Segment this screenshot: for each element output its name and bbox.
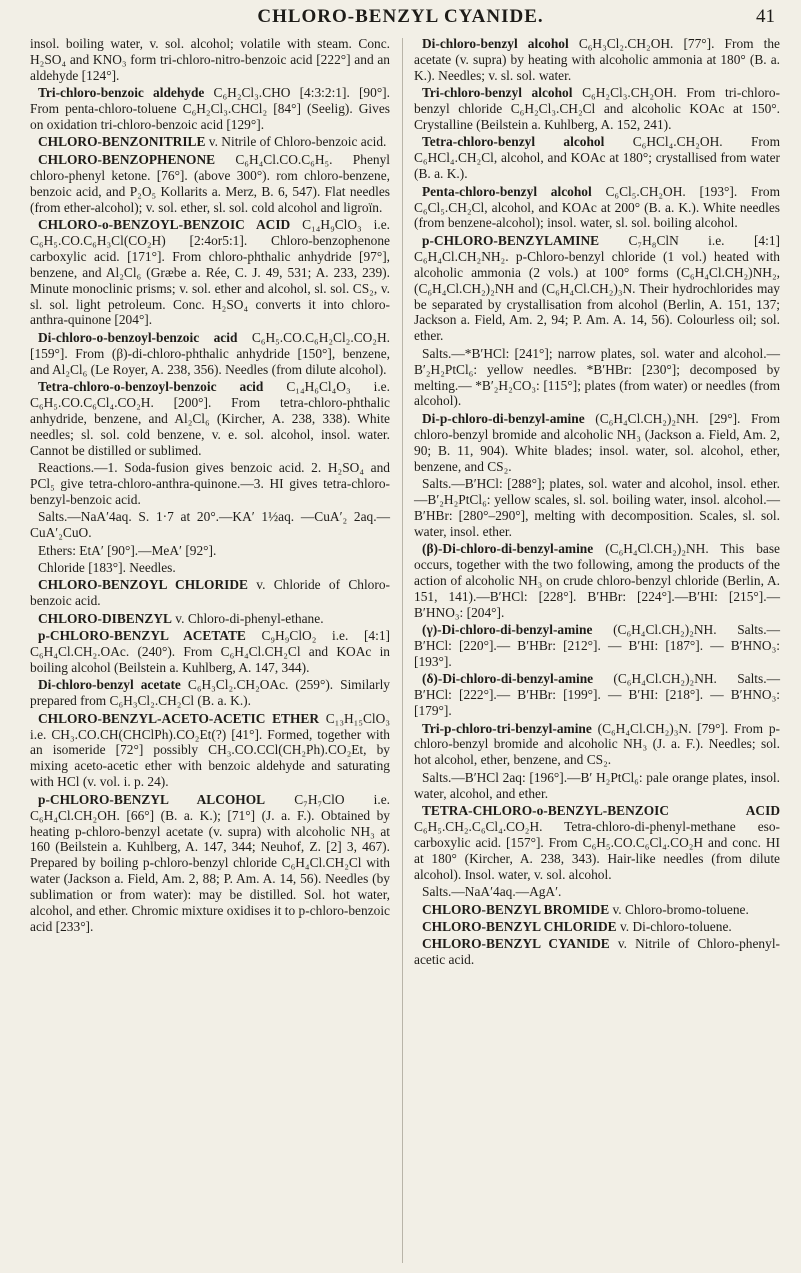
dictionary-entry [414, 411, 780, 475]
entry-heading: CHLORO-BENZOYL CHLORIDE [38, 577, 248, 593]
dictionary-entry [30, 543, 390, 559]
entry-text: v. Chloro-di-phenyl-ethane. [175, 610, 324, 626]
entry-text: Salts.—NaA′4aq. S. 1·7 at 20°.—KA′ 1½aq. —CuA′₂ 2aq.—CuA′₂CuO. [30, 509, 390, 541]
entry-heading: CHLORO-o-BENZOYL-BENZOIC ACID [38, 216, 291, 232]
entry-heading: (β)-Di-chloro-di-benzyl-amine [422, 541, 594, 557]
entry-text: v. Chloride of Chloro-benzoic acid. [30, 577, 390, 609]
entry-heading: TETRA-CHLORO-o-BENZYL-BENZOIC ACID [422, 803, 780, 819]
dictionary-entry [414, 541, 780, 621]
entry-text: (C₆H₄Cl.CH₂)₂NH. [29°]. From chloro-benzyl bromide and alcoholic NH₃ (Jackson a. Field, Am. 2, 90; B. 11, 904). White blades; insol. water, sol. alcohol, ether, benzene, and CS₂. [414, 410, 780, 474]
entry-text: Salts.—NaA′4aq.—AgA′. [422, 884, 562, 900]
dictionary-entry [414, 671, 780, 719]
entry-text: Salts.—B′HCl: [288°]; plates, sol. water and alcohol, insol. ether.—B′₂H₂PtCl₆: yellow scales, sl. sol. boiling water, insol. alcohol.— B′HBr: [280°–290°], melting with decomposition. Scales, sl. sol. water, insol. ether. [414, 475, 780, 539]
dictionary-entry [30, 85, 390, 133]
dictionary-entry [30, 134, 390, 150]
entry-text: C₆H₂Cl₃.CH₂OH. From tri-chloro-benzyl chloride C₆H₂Cl₃.CH₂Cl and alcoholic KOAc at 150°. Crystalline (Beilstein a. Kuhlberg, A. 152, 241). [414, 85, 780, 133]
entry-text: C₆HCl₄.CH₂OH. From C₆HCl₄.CH₂Cl, alcohol, and KOAc at 180°; crystallised from water (B. a. K.). [414, 134, 780, 182]
dictionary-entry [414, 346, 780, 410]
entry-text: insol. boiling water, v. sol. alcohol; volatile with steam. Conc. H₂SO₄ and KNO₃ form tri-chloro-nitro-benzoic acid [222°] and an aldehyde [124°]. [30, 36, 390, 83]
entry-text: C₇H₈ClN i.e. [4:1] C₆H₄Cl.CH₂NH₂. p-Chloro-benzyl chloride (1 vol.) heated with alcoholic ammonia (2 vols.) at 100° forms (C₆H₄Cl.CH₂)NH₂, (C₆H₄Cl.CH₂)₂NH and (C₆H₄Cl.CH₂)₃N. Their hydrochlorides may be separated by crystallisation from alcohol (Berlin, A. 151, 137; Jackson a. Field, Am. 2, 94; P. Am. A. 14, 56). Colourless oil; sol. ether. [414, 232, 780, 344]
dictionary-entry [414, 233, 780, 344]
entry-text: v. Chloro-bromo-toluene. [612, 901, 749, 917]
dictionary-entry [30, 460, 390, 508]
entry-text: C₆H₂Cl₃.CHO [4:3:2:1]. [90°]. From penta-chloro-toluene C₆H₂Cl₃.CHCl₂ [84°] (Seelig). Gives on oxidation tri-chloro-benzoic acid [129°]. [30, 85, 390, 133]
dictionary-entry [30, 379, 390, 459]
entry-heading: CHLORO-BENZYL BROMIDE [422, 901, 610, 917]
entry-heading: CHLORO-BENZYL-ACETO-ACETIC ETHER [38, 710, 320, 726]
entry-heading: Tetra-chloro-benzyl alcohol [422, 134, 605, 150]
entry-heading: Di-chloro-o-benzoyl-benzoic acid [38, 329, 238, 345]
left-column [30, 36, 390, 936]
dictionary-entry [414, 884, 780, 900]
entry-heading: Tri-chloro-benzoic aldehyde [38, 85, 205, 101]
entry-text: C₆H₃Cl₂.CH₂OAc. (259°). Similarly prepared from C₆H₃Cl₂.CH₂Cl (B. a. K.). [30, 677, 390, 709]
entry-text: C₁₃H₁₅ClO₃ i.e. CH₃.CO.CH(CHClPh).CO₂Et(?) [41°]. Formed, together with an isomeride [72°] possibly CH₃.CO.CCl(CH₂Ph).CO₂Et, by mixing aceto-acetic ether with benzoic aldehyde and saturating with HCl (v. vol. i. p. 24). [30, 710, 390, 790]
entry-text: C₉H₉ClO₂ i.e. [4:1] C₆H₄Cl.CH₂.OAc. (240°). From C₆H₄Cl.CH₂Cl and KOAc in boiling alcohol (Beilstein a. Kuhlberg, A. 147, 344). [30, 628, 390, 675]
entry-heading: CHLORO-DIBENZYL [38, 610, 172, 626]
dictionary-entry [414, 936, 780, 968]
entry-heading: CHLORO-BENZOPHENONE [38, 151, 216, 167]
running-head: CHLORO-BENZYL CYANIDE. [257, 6, 544, 27]
dictionary-entry [414, 184, 780, 232]
entry-heading: Di-chloro-benzyl alcohol [422, 36, 569, 51]
dictionary-entry [414, 134, 780, 182]
dictionary-entry [414, 770, 780, 802]
entry-text: Reactions.—1. Soda-fusion gives benzoic acid. 2. H₂SO₄ and PCl₅ give tetra-chloro-anthra-quinone.—3. HI gives tetra-chloro-benzyl-benzoic acid. [30, 460, 390, 507]
entry-heading: Tetra-chloro-o-benzoyl-benzoic acid [38, 379, 264, 395]
dictionary-entry [30, 611, 390, 627]
entry-text: C₆H₅.CH₂.C₆Cl₄.CO₂H. Tetra-chloro-di-phenyl-methane eso-carboxylic acid. [157°]. From C₆H₅.CO.C₆Cl₄.CO₂H and conc. HI at 180° (Kircher, A. 238, 343). Hair-like needles (from dilute alcohol). Insol. water, v. sol. alcohol. [414, 819, 780, 882]
dictionary-entry [414, 622, 780, 670]
dictionary-entry [414, 919, 780, 935]
entry-heading: Di-chloro-benzyl acetate [38, 677, 181, 693]
dictionary-entry [30, 152, 390, 216]
dictionary-entry [30, 792, 390, 935]
entry-heading: CHLORO-BENZYL CYANIDE [422, 936, 610, 952]
dictionary-entry [30, 36, 390, 84]
entry-heading: p-CHLORO-BENZYL ALCOHOL [38, 791, 266, 807]
entry-text: C₁₄H₆Cl₄O₃ i.e. C₆H₅.CO.C₆Cl₄.CO₂H. [200°]. From tetra-chloro-phthalic anhydride, benzene, and Al₂Cl₆ (Kircher, A. 238, 338). White needles; sl. sol. cold benzene, v. e. sol. alcohol, insol. water. Cannot be distilled or sublimed. [30, 379, 390, 458]
entry-text: Chloride [183°]. Needles. [38, 560, 176, 575]
entry-heading: (γ)-Di-chloro-di-benzyl-amine [422, 622, 593, 638]
entry-text: v. Nitrile of Chloro-phenyl-acetic acid. [414, 936, 780, 968]
dictionary-entry [414, 721, 780, 769]
dictionary-entry [30, 577, 390, 609]
entry-text: (C₆H₄Cl.CH₂)₂NH. Salts.—B′HCl: [222°].— B′HBr: [199°]. — B′HI: [218°]. — B′HNO₃: [179°]. [414, 671, 780, 719]
dictionary-entry [414, 803, 780, 883]
entry-text: v. Di-chloro-toluene. [619, 918, 732, 934]
entry-heading: Tri-chloro-benzyl alcohol [422, 85, 573, 101]
entry-heading: Di-p-chloro-di-benzyl-amine [422, 410, 585, 426]
entry-text: C₇H₇ClO i.e. C₆H₄Cl.CH₂OH. [66°] (B. a. K.); [71°] (J. a. F.). Obtained by heating p-chloro-benzyl acetate (v. supra) with alcoholic NH₃ at 160 (Beilstein a. Kuhlberg, A. 147, 344; Neuhof, Z. [2] 3, 467). Prepared by boiling p-chloro-benzyl chloride C₆H₄Cl.CH₂Cl with water (Jackson a. Field, Am. 2, 88; P. Am. A. 14, 56). Needles (by sublimation or from water): may be distilled. Sol. hot water, alcohol, and ether. Chromic mixture oxidises it to p-chloro-benzoic acid [233°]. [30, 791, 390, 934]
right-column [414, 36, 780, 970]
entry-heading: p-CHLORO-BENZYL ACETATE [38, 628, 246, 644]
dictionary-entry [30, 711, 390, 791]
entry-heading: CHLORO-BENZONITRILE [38, 134, 206, 150]
dictionary-entry [414, 902, 780, 918]
dictionary-entry [30, 677, 390, 709]
dictionary-entry [414, 85, 780, 133]
entry-text: v. Nitrile of Chloro-benzoic acid. [208, 134, 387, 150]
entry-heading: CHLORO-BENZYL CHLORIDE [422, 918, 617, 934]
entry-text: C₁₄H₉ClO₃ i.e. C₆H₅.CO.C₆H₃Cl(CO₂H) [2:4or5:1]. Chloro-benzophenone carboxylic acid. [171°]. From chloro-phthalic anhydride [97°], benzene, and Al₂Cl₆ (Græbe a. Rée, C. J. 49, 531; A. 233, 239). Minute monoclinic prisms; v. sol. ether and alcohol, sl. sol. CS₂, v. sl. sol. light petroleum. Conc. H₂SO₄ converts it into chloro-anthra-quinone [204°]. [30, 216, 390, 328]
dictionary-entry [30, 628, 390, 676]
dictionary-entry [414, 36, 780, 84]
entry-text: (C₆H₄Cl.CH₂)₂NH. Salts.—B′HCl: [220°].— B′HBr: [212°]. — B′HI: [187°]. — B′HNO₃: [193°]. [414, 622, 780, 669]
dictionary-entry [30, 330, 390, 378]
dictionary-entry [30, 217, 390, 328]
dictionary-entry [30, 509, 390, 541]
entry-text: (C₆H₄Cl.CH₂)₃N. [79°]. From p-chloro-benzyl bromide and alcoholic NH₃ (J. a. F.). Needles; sol. hot alcohol, ether, benzene, and CS₂. [414, 720, 780, 768]
entry-text: Ethers: EtA′ [90°].—MeA′ [92°]. [38, 542, 217, 558]
entry-text: (C₆H₄Cl.CH₂)₂NH. This base occurs, together with the two following, among the products of the action of alcoholic NH₃ on crude chloro-benzyl chloride (Berlin, A. 151, 141).—B′HCl: [228°]. B′HBr: [224°].—B′HI: [215°].—B′HNO₃: [204°]. [414, 541, 780, 620]
page-header [0, 0, 801, 32]
entry-text: C₆Cl₅.CH₂OH. [193°]. From C₆Cl₅.CH₂Cl, alcohol, and KOAc at 200° (B. a. K.). White needles (from benzene-alcohol); insol. water, sl. sol. boiling alcohol. [414, 183, 780, 231]
entry-heading: Penta-chloro-benzyl alcohol [422, 183, 592, 199]
entry-text: Salts.—*B′HCl: [241°]; narrow plates, sol. water and alcohol.—B′₂H₂PtCl₆: yellow needles. *B′HBr: [230°]; decomposed by melting.— *B′₂H₂CO₃: [115°]; plates (from water) or needles (from alcohol). [414, 345, 780, 409]
entry-heading: p-CHLORO-BENZYLAMINE [422, 232, 600, 248]
dictionary-entry [30, 560, 390, 576]
entry-text: C₆H₃Cl₂.CH₂OH. [77°]. From the acetate (v. supra) by heating with alcoholic ammonia at 180° (B. a. K.). Needles; v. sl. sol. water. [414, 36, 781, 83]
column-divider [402, 38, 403, 1263]
entry-text: C₆H₅.CO.C₆H₂Cl₂.CO₂H. [159°]. From (β)-di-chloro-phthalic anhydride [150°], benzene, and Al₂Cl₆ (Le Royer, A. 238, 356). Needles (from dilute alcohol). [30, 329, 390, 377]
page-number: 41 [756, 6, 775, 27]
entry-heading: Tri-p-chloro-tri-benzyl-amine [422, 720, 592, 736]
entry-text: C₆H₄Cl.CO.C₆H₅. Phenyl chloro-phenyl ketone. [76°]. (above 300°). rom chloro-benzene, benzoic acid, and P₂O₅ Kollarits a. Merz, B. 6, 547). Flat needles (from ether-alcohol); v. sol. ether, sl. sol. cold alcohol and ligroïn. [30, 151, 390, 215]
entry-text: Salts.—B′HCl 2aq: [196°].—B′ H₂PtCl₆: pale orange plates, insol. water, alcohol, and ether. [414, 769, 780, 801]
entry-heading: (δ)-Di-chloro-di-benzyl-amine [422, 671, 594, 687]
dictionary-entry [414, 476, 780, 540]
